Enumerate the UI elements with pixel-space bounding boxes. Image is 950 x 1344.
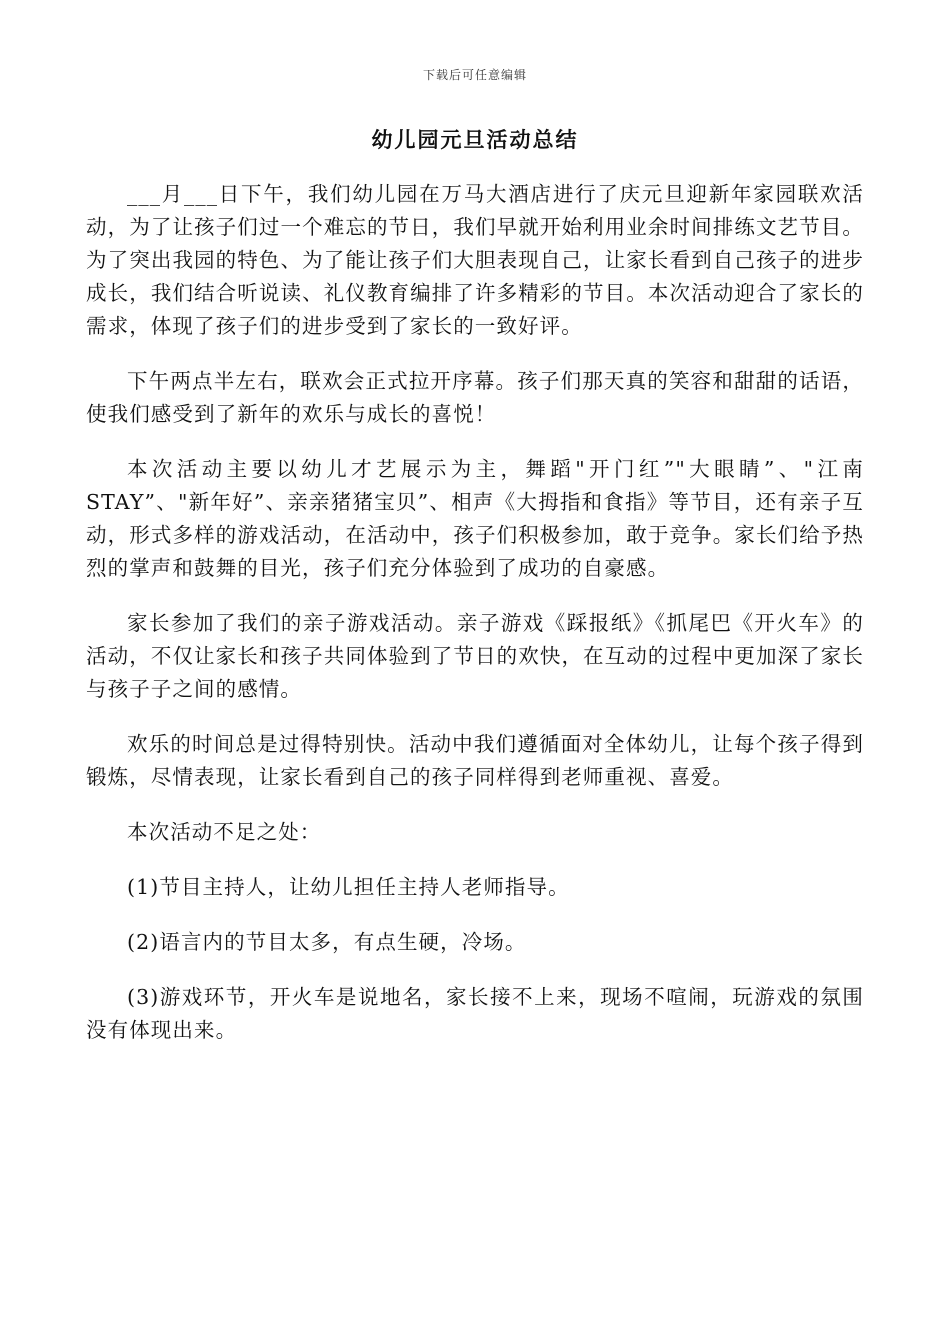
- paragraph-6: 本次活动不足之处：: [127, 820, 322, 844]
- paragraph-2: 下午两点半左右，联欢会正式拉开序幕。孩子们那天真的笑容和甜甜的话语，使我们感受到了新年的欢乐与成长的喜悦！: [86, 369, 864, 426]
- paragraph-5: 欢乐的时间总是过得特别快。活动中我们遵循面对全体幼儿，让每个孩子得到锻炼，尽情表现，让家长看到自己的孩子同样得到老师重视、喜爱。: [86, 732, 864, 789]
- paragraph-1: ___月___日下午，我们幼儿园在万马大酒店进行了庆元旦迎新年家园联欢活动，为了让孩子们过一个难忘的节日，我们早就开始利用业余时间排练文艺节目。为了突出我园的特色、为了能让孩子们大胆表现自己，让家长看到自己孩子的进步成长，我们结合听说读、礼仪教育编排了许多精彩的节目。本次活动迎合了家长的需求，体现了孩子们的进步受到了家长的一致好评。: [86, 182, 864, 338]
- paragraph-9: (3)游戏环节，开火车是说地名，家长接不上来，现场不喧闹，玩游戏的氛围没有体现出来。: [86, 985, 864, 1042]
- paragraph-7: (1)节目主持人，让幼儿担任主持人老师指导。: [127, 875, 570, 899]
- header-note: 下载后可任意编辑: [422, 68, 527, 82]
- paragraph-8: (2)语言内的节目太多，有点生硬，冷场。: [127, 930, 527, 954]
- document-body: [86, 178, 864, 1069]
- document-title: 幼儿园元旦活动总结: [371, 127, 579, 152]
- paragraph-3: 本次活动主要以幼儿才艺展示为主，舞蹈"开门红”"大眼睛”、"江南STAY”、"新年好”、亲亲猪猪宝贝”、相声《大拇指和食指》等节目，还有亲子互动，形式多样的游戏活动，在活动中，孩子们积极参加，敢于竞争。家长们给予热烈的掌声和鼓舞的目光，孩子们充分体验到了成功的自豪感。: [86, 457, 864, 580]
- paragraph-4: 家长参加了我们的亲子游戏活动。亲子游戏《踩报纸》《抓尾巴《开火车》的活动，不仅让家长和孩子共同体验到了节日的欢快，在互动的过程中更加深了家长与孩子子之间的感情。: [86, 611, 864, 701]
